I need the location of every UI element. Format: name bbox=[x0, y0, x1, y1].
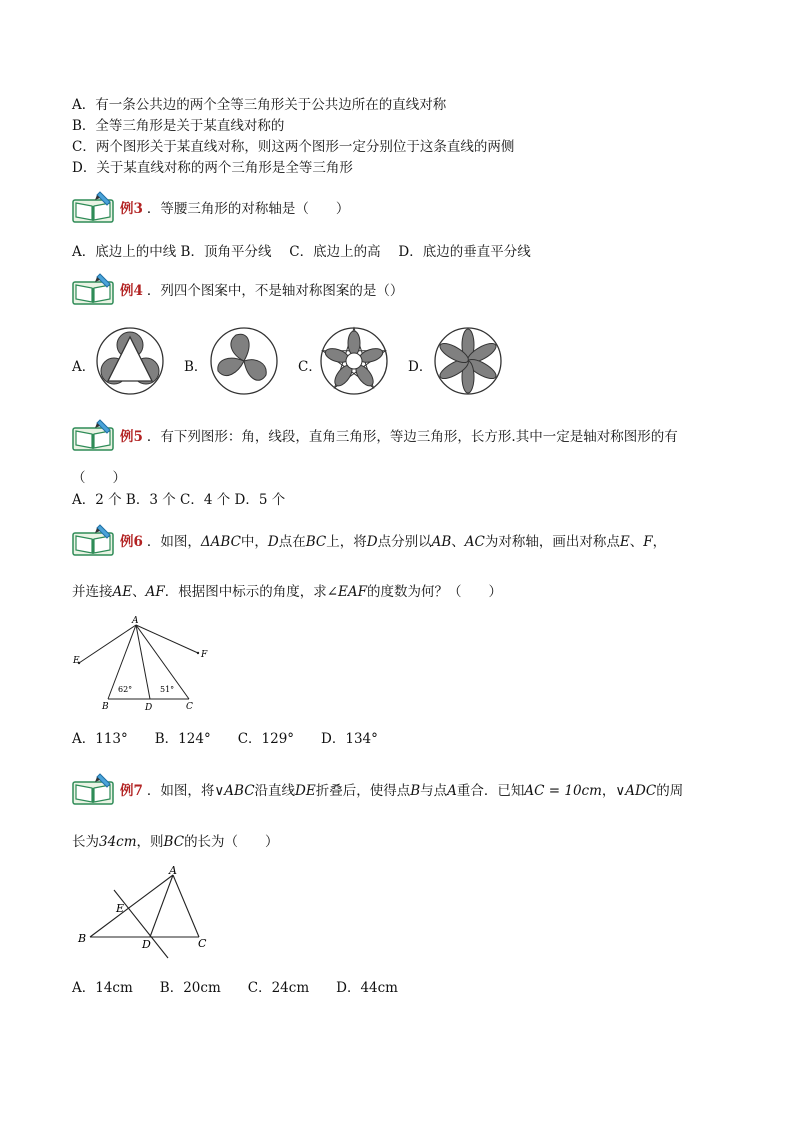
book-pen-icon bbox=[72, 272, 116, 306]
text: 长为 bbox=[72, 834, 99, 850]
side-ab bbox=[90, 875, 173, 937]
figure-c-star-flower bbox=[318, 325, 390, 397]
example-label: 例5 bbox=[120, 429, 143, 445]
example-label: 例6 bbox=[120, 534, 143, 550]
example-6-header bbox=[72, 523, 666, 557]
text: 的长为（ ） bbox=[184, 834, 279, 850]
example-question: ．列四个图案中，不是轴对称图案的是（） bbox=[146, 283, 404, 299]
label-e: E bbox=[116, 902, 125, 915]
label-c: C bbox=[198, 937, 207, 950]
figure-d-six-petal bbox=[432, 325, 504, 397]
prev-option-a: A．有一条公共边的两个全等三角形关于公共边所在的直线对称 bbox=[72, 97, 447, 113]
text: ．根据图中标示的角度，求 bbox=[164, 584, 327, 600]
book-pen-icon bbox=[72, 772, 116, 806]
math: ΔABC bbox=[200, 534, 241, 550]
example-label: 例7 bbox=[120, 783, 143, 799]
math: AC = 10cm bbox=[524, 783, 602, 799]
text: 、 bbox=[451, 534, 465, 550]
prev-option-d: D．关于某直线对称的两个三角形是全等三角形 bbox=[72, 160, 353, 176]
side-ac bbox=[173, 875, 199, 937]
text: ，则 bbox=[136, 834, 164, 850]
math: B bbox=[410, 783, 421, 799]
math: BC bbox=[163, 834, 185, 850]
text: ， bbox=[652, 534, 667, 550]
label-f: F bbox=[201, 650, 208, 660]
prev-option-b: B．全等三角形是关于某直线对称的 bbox=[72, 118, 285, 134]
example-question: ．等腰三角形的对称轴是（ ） bbox=[146, 201, 350, 217]
math: AB bbox=[431, 534, 452, 550]
fold-line-de bbox=[114, 890, 168, 958]
segment-ae bbox=[79, 625, 136, 663]
text: ．如图， bbox=[146, 534, 201, 550]
text: 、 bbox=[132, 584, 146, 600]
example-label: 例4 bbox=[120, 283, 143, 299]
label-e: E bbox=[73, 656, 80, 666]
text: 折叠后，使得点 bbox=[315, 783, 411, 799]
example-6-question-cont bbox=[72, 583, 502, 601]
label-b: B bbox=[102, 702, 109, 712]
text: 、 bbox=[629, 534, 644, 550]
label-d: D bbox=[142, 938, 151, 951]
segment-ad bbox=[150, 875, 173, 937]
example-question bbox=[147, 779, 683, 799]
text: 并连接 bbox=[72, 584, 113, 600]
example-3-header bbox=[72, 190, 349, 224]
example-7-options: A．14cm B．20cm C．24cm D．44cm bbox=[72, 980, 398, 996]
angle-c-label: 51° bbox=[160, 685, 175, 694]
angle-b-label: 62° bbox=[118, 685, 133, 694]
text: 的周 bbox=[656, 783, 684, 799]
book-pen-icon bbox=[72, 418, 116, 452]
example-6-triangle-figure bbox=[70, 615, 220, 715]
label-b: B bbox=[78, 932, 87, 945]
segment-af bbox=[136, 625, 198, 653]
figure-b-pinwheel bbox=[208, 325, 280, 397]
example-7-header bbox=[72, 772, 683, 806]
math: ∨ABC bbox=[214, 783, 255, 799]
math: AC bbox=[464, 534, 485, 550]
text: 的度数为何？（ ） bbox=[367, 584, 503, 600]
text: ．如图，将 bbox=[146, 783, 215, 799]
math: 34cm bbox=[99, 834, 137, 850]
math: BC bbox=[305, 534, 327, 550]
example-5-question-cont: （ ） bbox=[72, 470, 126, 486]
example-4-header bbox=[72, 272, 403, 306]
example-6-options: A．113° B．124° C．129° D．134° bbox=[72, 731, 378, 747]
math: F bbox=[643, 534, 653, 550]
text: 与点 bbox=[420, 783, 448, 799]
math: D bbox=[267, 534, 279, 550]
math: ∠EAF bbox=[326, 584, 368, 600]
option-a-letter: A． bbox=[72, 359, 96, 375]
text: 中， bbox=[240, 534, 268, 550]
text: 为对称轴，画出对称点 bbox=[484, 534, 620, 550]
label-d: D bbox=[145, 703, 153, 713]
math: AF bbox=[145, 584, 165, 600]
label-a: A bbox=[132, 616, 139, 626]
math: A bbox=[447, 783, 457, 799]
book-pen-icon bbox=[72, 523, 116, 557]
label-c: C bbox=[186, 702, 193, 712]
example-5-options: A．2 个 B．3 个 C．4 个 D．5 个 bbox=[72, 492, 286, 508]
label-a: A bbox=[169, 864, 177, 877]
example-label: 例3 bbox=[120, 201, 143, 217]
text: ， bbox=[601, 783, 616, 799]
option-c-letter: C． bbox=[298, 359, 322, 375]
example-3-options: A．底边上的中线 B．顶角平分线 C．底边上的高 D．底边的垂直平分线 bbox=[72, 244, 531, 260]
text: 沿直线 bbox=[254, 783, 296, 799]
option-d-letter: D． bbox=[408, 359, 433, 375]
math: D bbox=[366, 534, 378, 550]
example-7-question-cont bbox=[72, 833, 279, 851]
example-7-fold-figure bbox=[72, 862, 222, 962]
segment-ad bbox=[136, 625, 150, 699]
text: 点分别以 bbox=[377, 534, 432, 550]
math: E bbox=[619, 534, 630, 550]
math: ∨ADC bbox=[615, 783, 657, 799]
text: 上，将 bbox=[326, 534, 367, 550]
math: AE bbox=[112, 584, 133, 600]
example-5-header bbox=[72, 418, 678, 452]
option-b-letter: B． bbox=[184, 359, 208, 375]
book-pen-icon bbox=[72, 190, 116, 224]
math: DE bbox=[295, 783, 316, 799]
text: 重合．已知 bbox=[456, 783, 525, 799]
prev-option-c: C．两个图形关于某直线对称，则这两个图形一定分别位于这条直线的两侧 bbox=[72, 139, 515, 155]
text: 点在 bbox=[278, 534, 306, 550]
example-question bbox=[147, 530, 666, 550]
example-question: ．有下列图形：角，线段，直角三角形，等边三角形，长方形.其中一定是轴对称图形的有 bbox=[146, 429, 678, 445]
figure-a-circle-triangle bbox=[94, 325, 166, 397]
